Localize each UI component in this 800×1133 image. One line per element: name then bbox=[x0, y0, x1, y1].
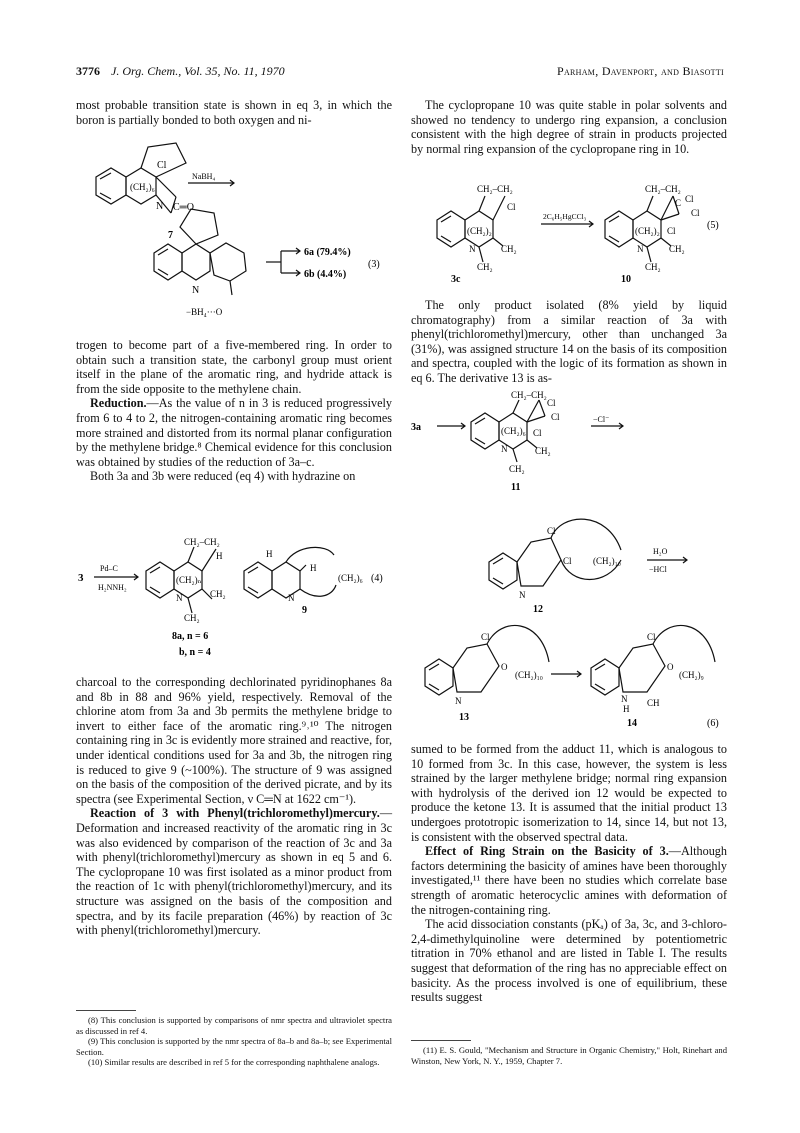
footnote-rule-right bbox=[411, 1040, 471, 1041]
journal-citation: J. Org. Chem., Vol. 35, No. 11, 1970 bbox=[111, 64, 285, 78]
product-cl3-label: Cl bbox=[667, 226, 676, 236]
compound-10-label: 10 bbox=[621, 274, 631, 285]
hcl-loss-label: −HCl bbox=[649, 565, 667, 574]
paragraph-mercury bbox=[76, 806, 392, 937]
reactant-n-label: N bbox=[469, 244, 476, 254]
product-c-label: C bbox=[675, 198, 682, 208]
scheme-eq5 bbox=[411, 180, 727, 290]
footnote-9: (9) This conclusion is supported by the nmr spectra of 8a–b and 8a–b; see Experimental Section. bbox=[76, 1036, 392, 1057]
scheme-eq5-drawing bbox=[411, 180, 727, 290]
n-label-6: N bbox=[192, 285, 200, 296]
product-6a-label: 6a (79.4%) bbox=[304, 247, 351, 258]
pd-c-reagent: Pd–C bbox=[100, 564, 118, 573]
ketone-14-h-label: H bbox=[623, 704, 630, 714]
ch2b-label-8: CH₂ bbox=[184, 613, 200, 623]
h-label-9: H bbox=[266, 549, 273, 559]
author-names: Parham, Davenport, and Biasotti bbox=[556, 64, 724, 78]
ketone-14-ch-label: CH bbox=[647, 698, 660, 708]
paragraph-hydrazine: Both 3a and 3b were reduced (eq 4) with hydrazine on bbox=[90, 469, 356, 484]
product-ring-label: (CH₂)₂ bbox=[635, 226, 660, 236]
ketone-13-n-label: N bbox=[455, 696, 462, 706]
paragraph-basicity bbox=[411, 844, 727, 917]
n-label-7: N bbox=[156, 201, 164, 212]
heading-reduction: Reduction. bbox=[90, 396, 147, 411]
adduct-n-label: N bbox=[501, 444, 508, 454]
adduct-ethano-label: CH₂–CH₂ bbox=[511, 390, 547, 400]
product-ch2b-label: CH₂ bbox=[645, 262, 661, 272]
paragraph-transition-state: trogen to become part of a five-membered ring. In order to obtain such a transition state, the carbonyl group must orient itself in the plane of the aromatic ring, and hydride attack is from the side opposite to the methylene chain. bbox=[76, 338, 392, 396]
water-reagent: H₂O bbox=[653, 547, 668, 556]
left-column-bottom bbox=[76, 675, 392, 938]
hydrazine-reagent: H₂NNH₂ bbox=[98, 583, 127, 592]
ketone-13-ring-label: (CH₂)₁₀ bbox=[515, 670, 543, 680]
right-column-top bbox=[411, 98, 727, 156]
paragraph-reduction bbox=[76, 396, 392, 469]
adduct-cl2-label: Cl bbox=[551, 412, 560, 422]
equation-number-3: (3) bbox=[368, 259, 380, 270]
scheme-eq3-drawing bbox=[76, 135, 392, 325]
h2-label-9: H bbox=[310, 563, 317, 573]
paragraph-cyclopropane: The cyclopropane 10 was quite stable in polar solvents and showed no tendency to undergo ring expansion, a conclusion consistent with the high degree of strain in products projected by normal ring expansion of the cyclopropane ring in 10. bbox=[411, 98, 727, 156]
ring-label-8: (CH₂)ₙ bbox=[176, 575, 202, 585]
adduct-ch2-label: CH₂ bbox=[535, 446, 551, 456]
product-6b-label: 6b (4.4%) bbox=[304, 269, 347, 280]
n-label-9: N bbox=[288, 593, 295, 603]
right-column-middle bbox=[411, 298, 727, 386]
left-column-middle bbox=[76, 338, 392, 484]
footnote-8: (8) This conclusion is supported by comparisons of nmr spectra and ultraviolet spectra as discussed in ref 4. bbox=[76, 1015, 392, 1036]
scheme-eq3 bbox=[76, 135, 392, 325]
compound-9-label: 9 bbox=[302, 605, 307, 616]
ion-cl2-label: Cl bbox=[563, 556, 572, 566]
ion-ring-label: (CH₂)₁₀ bbox=[593, 556, 621, 566]
footnote-10: (10) Similar results are described in ref 5 for the corresponding naphthalene analogs. bbox=[88, 1057, 380, 1067]
compound-11-label: 11 bbox=[511, 482, 521, 493]
product-ch2-label: CH₂ bbox=[669, 244, 685, 254]
scheme-eq4-drawing bbox=[76, 535, 392, 665]
ring-label-9: (CH₂)₆ bbox=[338, 573, 363, 583]
scheme-eq6 bbox=[411, 390, 727, 730]
paragraph-reduction-text: —As the value of n in 3 is reduced progressively from 6 to 4 to 2, the nitrogen-containing aromatic ring becomes more strained and distorted from its normal planar configuration by the methylene bridge.⁸ Chemical evidence for this conclusion was obtained by studies of the reduction of 3a–c. bbox=[76, 396, 392, 469]
carbonyl-label-7: C═O bbox=[173, 202, 194, 213]
ketone-13-cl-label: Cl bbox=[481, 632, 490, 642]
running-head bbox=[76, 64, 724, 82]
product-cl2-label: Cl bbox=[691, 208, 700, 218]
page-number: 3776 bbox=[76, 64, 100, 78]
product-ethano-label: CH₂–CH₂ bbox=[645, 184, 681, 194]
scheme-eq6-drawing bbox=[411, 390, 727, 730]
ketone-14-ring-label: (CH₂)₉ bbox=[679, 670, 704, 680]
adduct-cl3-label: Cl bbox=[533, 428, 542, 438]
ketone-14-cl-label: Cl bbox=[647, 632, 656, 642]
compound-14-label: 14 bbox=[627, 718, 637, 729]
ketone-14-n-label: N bbox=[621, 694, 628, 704]
running-head-left bbox=[76, 64, 285, 79]
left-column-top bbox=[76, 98, 392, 127]
adduct-ring-label: (CH₂)₆ bbox=[501, 426, 526, 436]
equation-number-5: (5) bbox=[707, 220, 719, 231]
paragraph-intro: most probable transition state is shown in eq 3, in which the boron is partially bonded to both oxygen and ni- bbox=[76, 98, 392, 127]
n-label-8: N bbox=[176, 593, 183, 603]
paragraph-only-product: The only product isolated (8% yield by liquid chromatography) from a similar reaction of 3a with phenyl(trichloromethyl)mercury, other than unchanged 3a (31%), was assigned structure 14 on the basis of its composition and spectra, coupled with the logic of its formation as shown in eq 6. The derivative 13 is as- bbox=[411, 298, 727, 385]
compound-8b-label: b, n = 4 bbox=[179, 647, 211, 658]
product-n-label: N bbox=[637, 244, 644, 254]
left-footnotes bbox=[76, 1010, 392, 1068]
paragraph-dechlorination: charcoal to the corresponding dechlorinated pyridinophanes 8a and 8b in 88 and 96% yield, respectively. Removal of the chlorine atom from 3a and 3b permits the methylene bridge to invert to either face of the aromatic ring.⁹˒¹⁰ The nitrogen containing ring in 3c is evidently more strained and reactive, for, under identical conditions used for 3a and 3b, the nitrogen ring is reduced to give 9 (~100%). The structure of 9 was assigned on the basis of the composition of the derived picrate, and by its spectra (see Experimental Section, ν C═N at 1622 cm⁻¹). bbox=[76, 675, 392, 806]
right-footnotes bbox=[411, 1040, 727, 1066]
equation-number-6: (6) bbox=[707, 718, 719, 729]
ion-cl1-label: Cl bbox=[547, 526, 556, 536]
compound-13-label: 13 bbox=[459, 712, 469, 723]
ketone-13-o-label: O bbox=[501, 662, 508, 672]
compound-12-label: 12 bbox=[533, 604, 543, 615]
start-compound-3: 3 bbox=[78, 572, 84, 584]
paragraph-adduct: sumed to be formed from the adduct 11, which is analogous to 10 formed from 3c. In this case, however, the system is less strained by the larger methylene bridge; normal ring expansion with hydrolysis of the derived ion 12 would be expected to produce the ketone 13. It is assumed that the initial product 13 undergoes prototropic isomerization to 14, since 14, but not 13, is consistent with the observed spectral data. bbox=[411, 742, 727, 844]
reactant-ethano-label: CH₂–CH₂ bbox=[477, 184, 513, 194]
ethano-bridge-label: CH₂–CH₂ bbox=[184, 537, 220, 547]
compound-3c-label: 3c bbox=[451, 274, 461, 285]
paragraph-basicity-text: —Although factors determining the basicity of amines have been thoroughly investigated,¹¹ there have been no studies which correlate base strength of aromatic heterocyclic amines with deformation of the nitrogen-containing ring. bbox=[411, 844, 727, 917]
borohydride-label: −BH₄···O bbox=[186, 307, 223, 317]
compound-7-label: 7 bbox=[168, 230, 173, 241]
reactant-ch2b-label: CH₂ bbox=[477, 262, 493, 272]
product-cl1-label: Cl bbox=[685, 194, 694, 204]
reactant-cl-label: Cl bbox=[507, 202, 516, 212]
nabh4-reagent: NaBH₄ bbox=[192, 172, 216, 181]
heading-basicity: Effect of Ring Strain on the Basicity of 3. bbox=[425, 844, 669, 859]
paragraph-pka: The acid dissociation constants (pKₐ) of 3a, 3c, and 3-chloro-2,4-dimethylquinoline were determined by potentiometric titration in 70% ethanol and are listed in Table I. The results suggest that deformation of the ring has no appreciable effect on basicity. As the process involved is one of equilibrium, these results suggest bbox=[411, 917, 727, 1005]
start-compound-3a: 3a bbox=[411, 422, 421, 433]
equation-number-4: (4) bbox=[371, 573, 383, 584]
heading-mercury: Reaction of 3 with Phenyl(trichloromethyl)mercury. bbox=[90, 806, 380, 821]
ion-n-label: N bbox=[519, 590, 526, 600]
adduct-cl1-label: Cl bbox=[547, 398, 556, 408]
paragraph-mercury-text: —Deformation and increased reactivity of the aromatic ring in 3c was also evidenced by comparison of the reaction of 3c and 3a with phenyl(trichloromethyl)mercury as shown in eq 5 and 6. The cyclopropane 10 was first isolated as a minor product from the reaction of 1c with phenyl(trichloromethyl)mercury, and its structure was assigned on the basis of the composition and spectra, and by its facile preparation (46%) by reaction of 3c with phenyl(trichloromethyl)mercury. bbox=[76, 806, 392, 938]
ring-label-7: (CH₂)₆ bbox=[130, 182, 155, 192]
ch2-label-8: CH₂ bbox=[210, 589, 226, 599]
phenylmercury-reagent: 2C₆H₅HgCCl₃ bbox=[543, 212, 587, 221]
cl-label-7: Cl bbox=[157, 160, 167, 171]
chloride-loss-label: −Cl⁻ bbox=[593, 415, 610, 424]
ketone-14-o-label: O bbox=[667, 662, 674, 672]
right-column-bottom bbox=[411, 742, 727, 1005]
reactant-ch2-label: CH₂ bbox=[501, 244, 517, 254]
h-label-8: H bbox=[216, 551, 223, 561]
scheme-eq4 bbox=[76, 535, 392, 665]
reactant-ring-label: (CH₂)₂ bbox=[467, 226, 492, 236]
compound-8a-label: 8a, n = 6 bbox=[172, 631, 209, 642]
footnote-11: (11) E. S. Gould, "Mechanism and Structure in Organic Chemistry," Holt, Rinehart and Winston, New York, N. Y., 1959, Chapter 7. bbox=[411, 1045, 727, 1066]
footnote-rule bbox=[76, 1010, 136, 1011]
adduct-ch2b-label: CH₂ bbox=[509, 464, 525, 474]
